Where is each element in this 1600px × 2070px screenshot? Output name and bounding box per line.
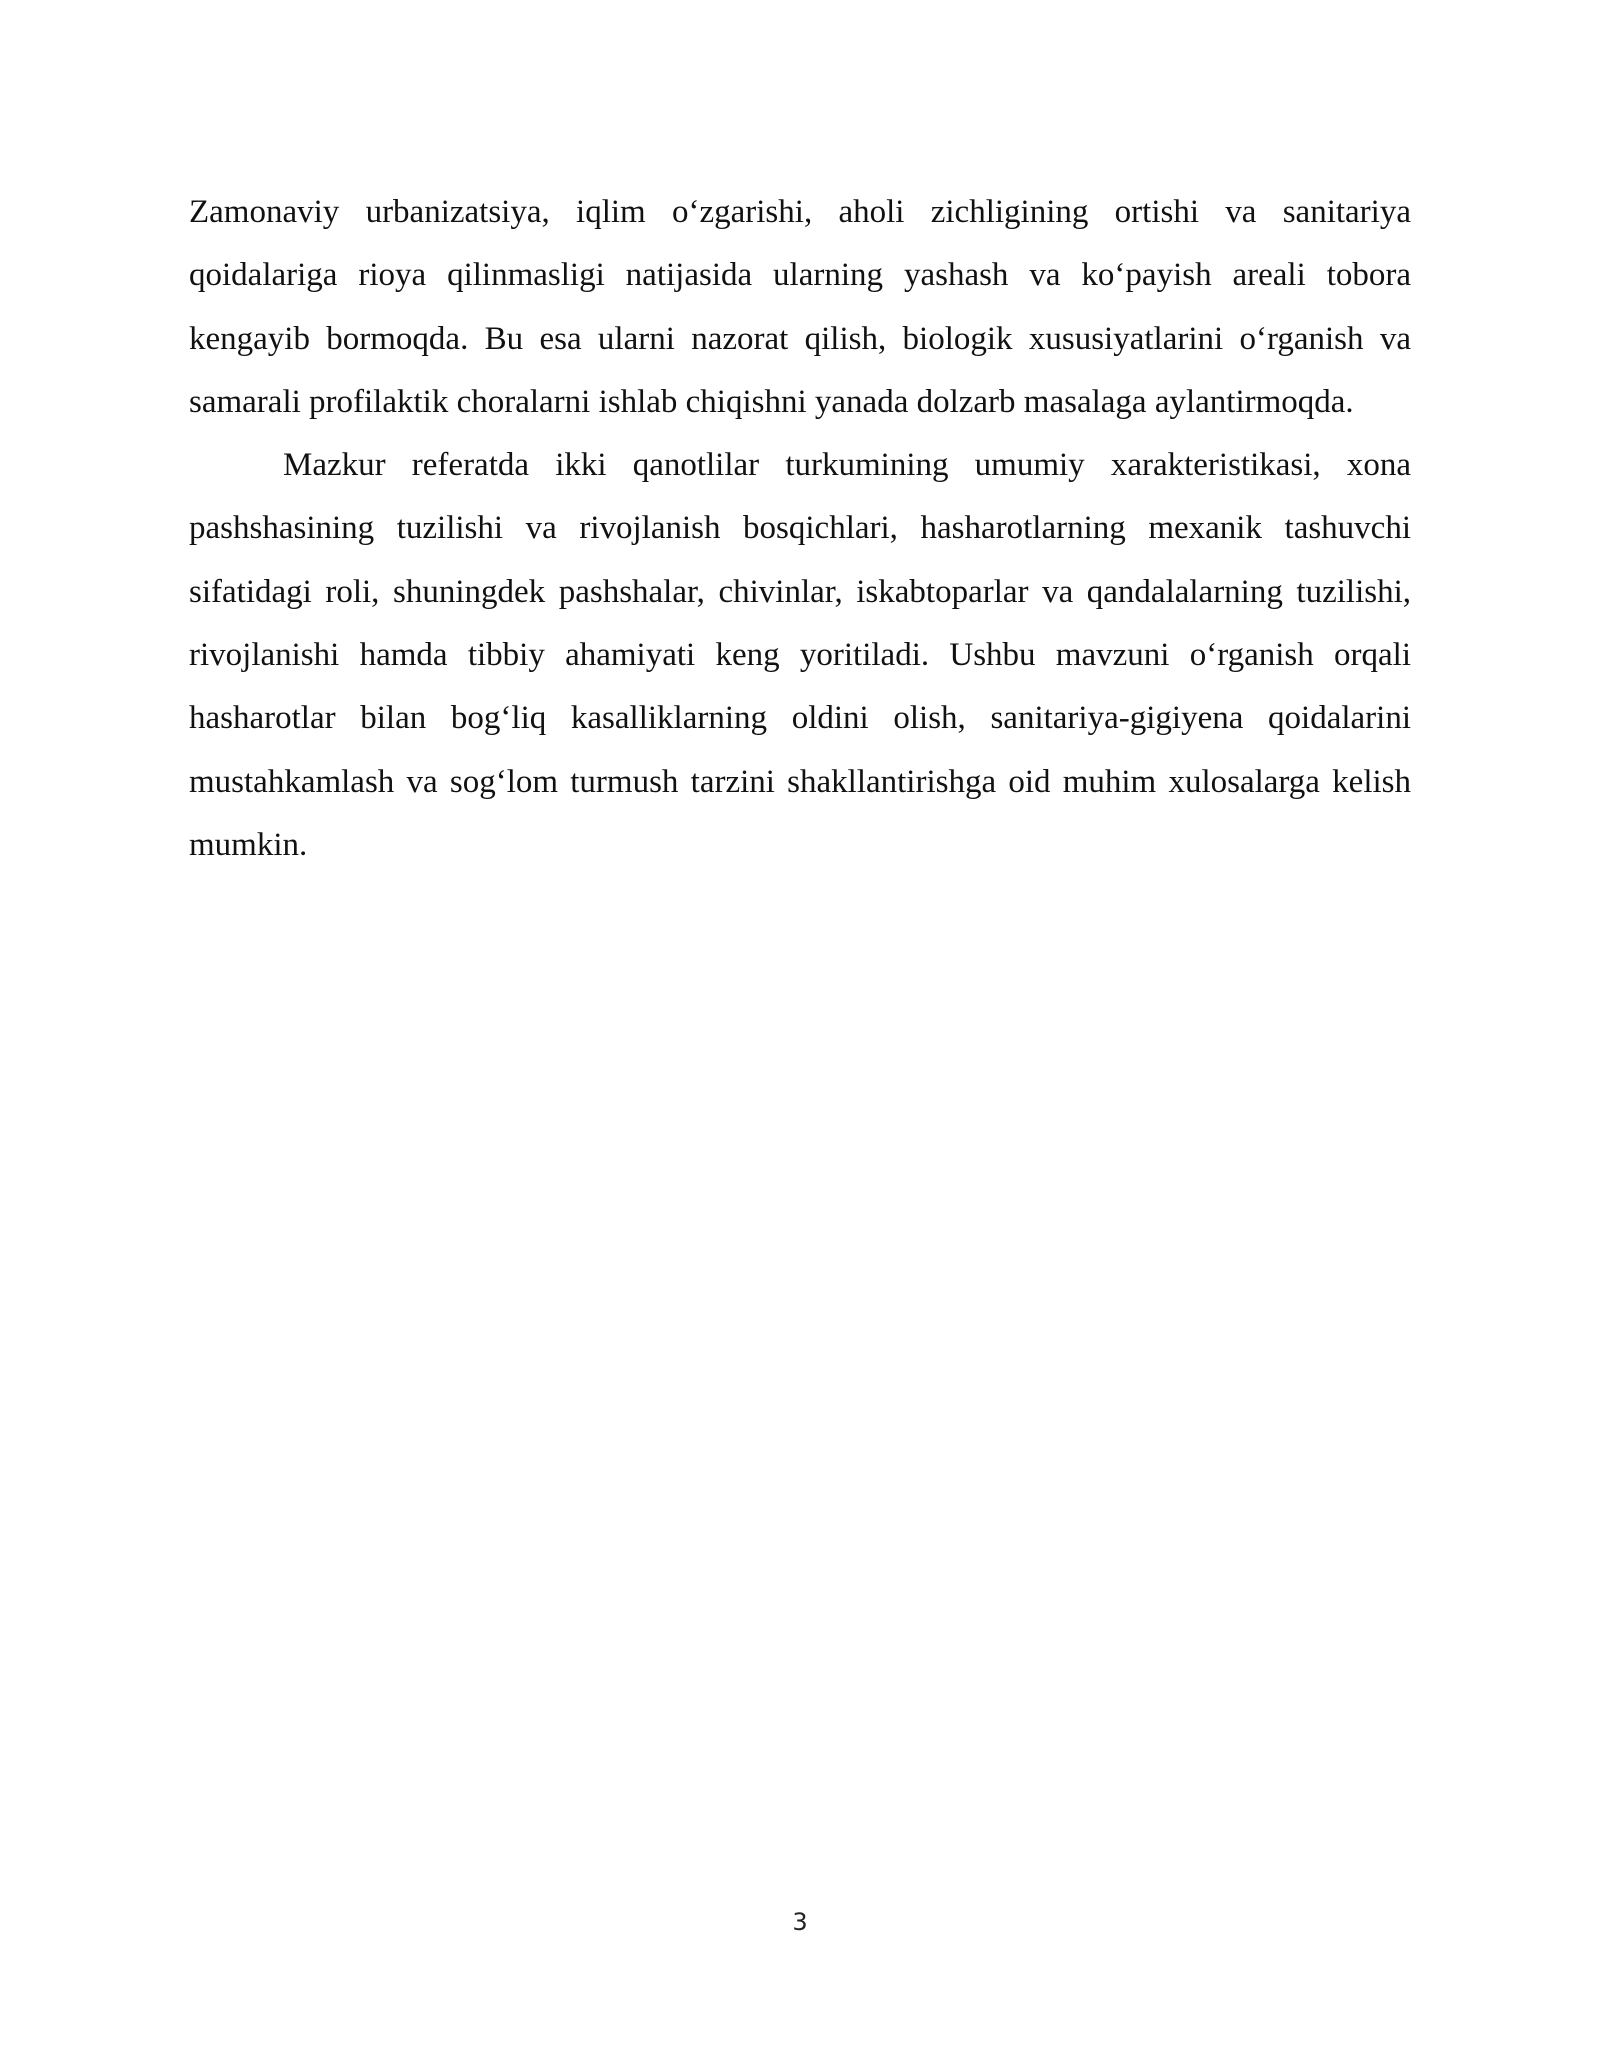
body-text: [189, 181, 1411, 877]
page-number: 3: [792, 1908, 808, 1936]
paragraph-2: Mazkur referatda ikki qanotlilar turkumining umumiy xarakteristikasi, xona pashshasining tuzilishi va rivojlanish bosqichlari, hasharotlarning mexanik tashuvchi sifatidagi roli, shuningdek pashshalar, chivinlar, iskabtoparlar va qandalalarning tuzilishi, rivojlanishi hamda tibbiy ahamiyati keng yoritiladi. Ushbu mavzuni o‘rganish orqali hasharotlar bilan bog‘liq kasalliklarning oldini olish, sanitariya-gigiyena qoidalarini mustahkamlash va sog‘lom turmush tarzini shakllantirishga oid muhim xulosalarga kelish mumkin.: [189, 447, 1411, 863]
paragraph-1: Zamonaviy urbanizatsiya, iqlim o‘zgarishi, aholi zichligining ortishi va sanitariya qoidalariga rioya qilinmasligi natijasida ularning yashash va ko‘payish areali tobora kengayib bormoqda. Bu esa ularni nazorat qilish, biologik xususiyatlarini o‘rganish va samarali profilaktik choralarni ishlab chiqishni yanada dolzarb masalaga aylantirmoqda.: [189, 194, 1411, 420]
